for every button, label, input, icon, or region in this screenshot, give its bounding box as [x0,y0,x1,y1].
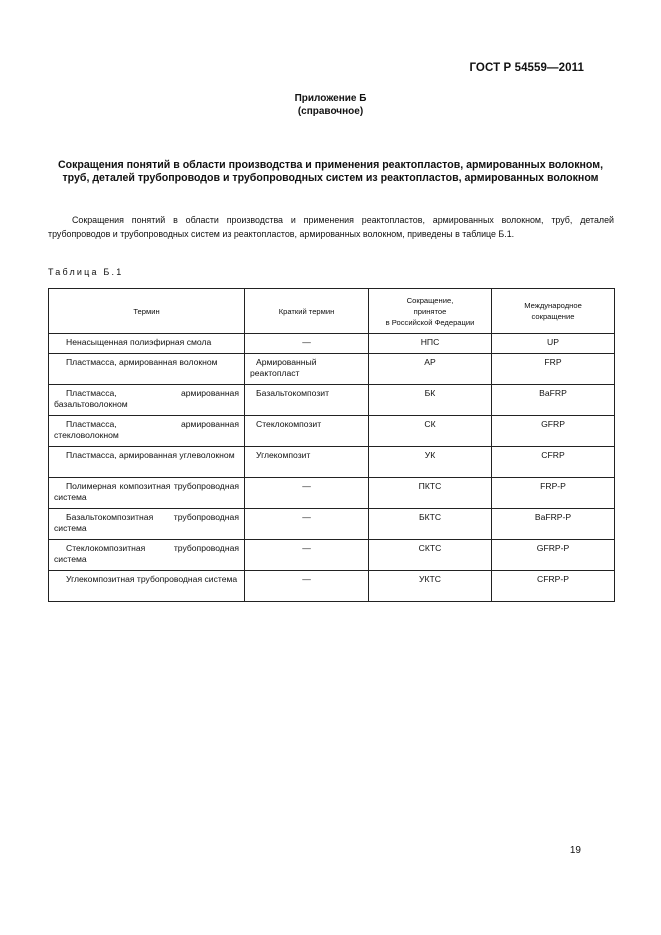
cell-term: Полимерная композитная трубопроводная система [49,478,245,509]
table-row [49,354,615,385]
cell-term: Пластмасса, армированная волокном [49,354,245,385]
table-row [49,509,615,540]
cell-intl-abbreviation: FRP-P [492,478,615,509]
cell-short-term: Стеклокомпозит [245,416,369,447]
cell-term: Ненасыщенная полиэфирная смола [49,334,245,354]
table-caption: Таблица Б.1 [48,267,124,277]
cell-short-term: — [245,334,369,354]
cell-ru-abbreviation: ПКТС [369,478,492,509]
header-intl-abbreviation [492,289,615,334]
cell-intl-abbreviation: CFRP-P [492,571,615,602]
cell-intl-abbreviation: FRP [492,354,615,385]
header-ru-abbreviation [369,289,492,334]
cell-intl-abbreviation: UP [492,334,615,354]
appendix-title: Сокращения понятий в области производства и применения реактопластов, армированных волокном, труб, деталей трубопроводов и трубопроводных систем из реактопластов, армированных волокном [57,159,604,184]
appendix-heading [0,92,661,118]
cell-short-term: — [245,540,369,571]
cell-ru-abbreviation: УК [369,447,492,478]
cell-term: Базальтокомпозитная трубопроводная система [49,509,245,540]
header-intl-abbreviation-line: сокращение [531,312,575,321]
cell-intl-abbreviation: BaFRP [492,385,615,416]
header-ru-abbreviation-line: в Российской Федерации [385,317,475,327]
cell-ru-abbreviation: СК [369,416,492,447]
table-row [49,540,615,571]
cell-intl-abbreviation: CFRP [492,447,615,478]
cell-short-term: — [245,509,369,540]
cell-ru-abbreviation: БКТС [369,509,492,540]
cell-short-term: Базальтокомпозит [245,385,369,416]
table-header-row [49,289,615,334]
header-ru-abbreviation-line: принятое [413,306,447,316]
cell-short-term: — [245,571,369,602]
cell-ru-abbreviation: НПС [369,334,492,354]
table-row [49,334,615,354]
document-code: ГОСТ Р 54559—2011 [469,62,584,74]
abbreviations-table [48,288,615,602]
cell-short-term: Углекомпозит [245,447,369,478]
table-row [49,385,615,416]
cell-term: Стеклокомпозитная трубопроводная система [49,540,245,571]
appendix-name: Приложение Б [294,93,367,104]
header-ru-abbreviation-line: Сокращение, [406,295,454,305]
cell-short-term: — [245,478,369,509]
cell-term: Пластмасса, армированная стекловолокном [49,416,245,447]
table-row [49,416,615,447]
header-term: Термин [49,289,245,334]
cell-intl-abbreviation: GFRP [492,416,615,447]
table-row [49,571,615,602]
cell-ru-abbreviation: БК [369,385,492,416]
header-short-term: Краткий термин [245,289,369,334]
cell-term: Пластмасса, армированная углеволокном [49,447,245,478]
cell-ru-abbreviation: УКТС [369,571,492,602]
intro-paragraph: Сокращения понятий в области производства и применения реактопластов, армированных волокном, труб, деталей трубопроводов и трубопроводных систем из реактопластов, армированных волокном, приведены в таблице Б.1. [48,215,614,239]
cell-intl-abbreviation: BaFRP-P [492,509,615,540]
table-row [49,478,615,509]
cell-term: Углекомпозитная трубопроводная система [49,571,245,602]
cell-intl-abbreviation: GFRP-P [492,540,615,571]
cell-ru-abbreviation: СКТС [369,540,492,571]
appendix-type: (справочное) [297,106,364,117]
page-number: 19 [569,845,581,856]
table-row [49,447,615,478]
cell-ru-abbreviation: АР [369,354,492,385]
header-intl-abbreviation-line: Международное [524,301,582,310]
cell-term: Пластмасса, армированная базальтоволокном [49,385,245,416]
cell-short-term: Армированный реактопласт [245,354,369,385]
